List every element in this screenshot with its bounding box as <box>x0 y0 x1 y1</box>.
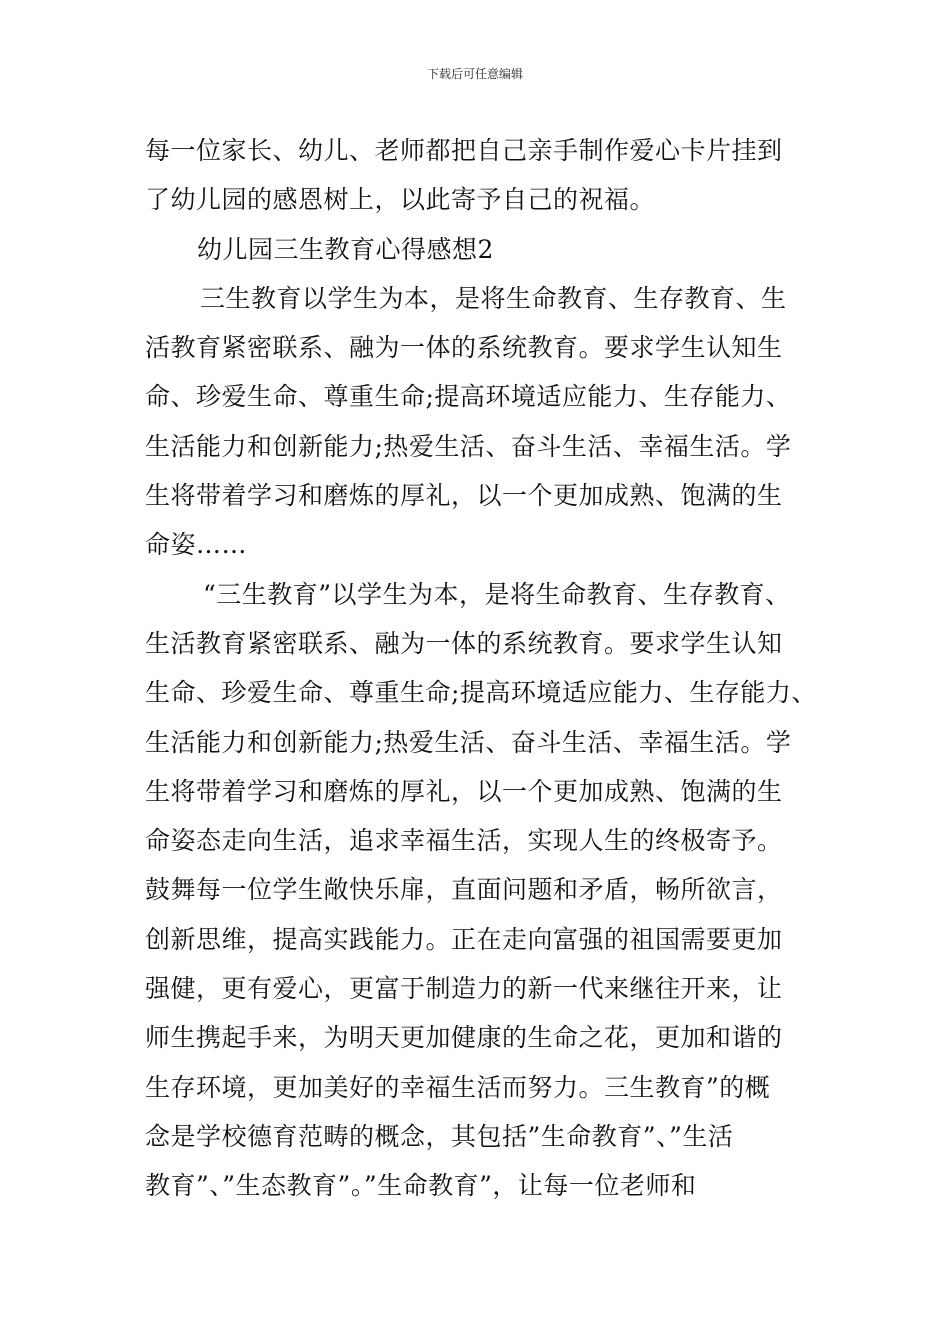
text-line: 念是学校德育范畴的概念，其包括”生命教育”、”生活 <box>145 1121 734 1151</box>
text-line: 鼓舞每一位学生敞快乐扉，直面问题和矛盾，畅所欲言， <box>145 875 783 905</box>
text-line: 生活教育紧密联系、融为一体的系统教育。要求学生认知 <box>145 628 783 658</box>
text-line: 生活能力和创新能力;热爱生活、奋斗生活、幸福生活。学 <box>145 727 792 757</box>
text-line: 强健，更有爱心，更富于制造力的新一代来继往开来，让 <box>145 974 783 1004</box>
text-line: 命姿态走向生活，追求幸福生活，实现人生的终极寄予。 <box>145 826 783 856</box>
text-line: 命、珍爱生命、尊重生命;提高环境适应能力、生存能力、 <box>145 382 792 412</box>
text-line: 生将带着学习和磨炼的厚礼，以一个更加成熟、饱满的生 <box>145 481 783 511</box>
text-line: 命姿…… <box>145 530 248 560</box>
text-line: 生命、珍爱生命、尊重生命;提高环境适应能力、生存能力、 <box>145 678 817 708</box>
text-line: 创新思维，提高实践能力。正在走向富强的祖国需要更加 <box>145 924 783 954</box>
text-line: “三生教育”以学生为本，是将生命教育、生存教育、 <box>203 579 791 609</box>
text-line: 师生携起手来，为明天更加健康的生命之花，更加和谐的 <box>145 1023 783 1053</box>
text-line: 生活能力和创新能力;热爱生活、奋斗生活、幸福生活。学 <box>145 431 792 461</box>
text-line: 教育”、”生态教育”。”生命教育”，让每一位老师和 <box>145 1171 697 1201</box>
text-line: 活教育紧密联系、融为一体的系统教育。要求学生认知生 <box>145 333 783 363</box>
page-header: 下载后可任意编辑 <box>426 67 523 81</box>
text-line: 生存环境，更加美好的幸福生活而努力。三生教育”的概 <box>145 1072 771 1102</box>
text-line: 三生教育以学生为本，是将生命教育、生存教育、生 <box>200 283 787 313</box>
text-line: 了幼儿园的感恩树上，以此寄予自己的祝福。 <box>145 185 656 215</box>
text-line: 幼儿园三生教育心得感想2 <box>197 234 494 264</box>
text-line: 生将带着学习和磨炼的厚礼，以一个更加成熟、饱满的生 <box>145 776 783 806</box>
text-line: 每一位家长、幼儿、老师都把自己亲手制作爱心卡片挂到 <box>145 136 783 165</box>
document-body <box>145 126 825 1211</box>
